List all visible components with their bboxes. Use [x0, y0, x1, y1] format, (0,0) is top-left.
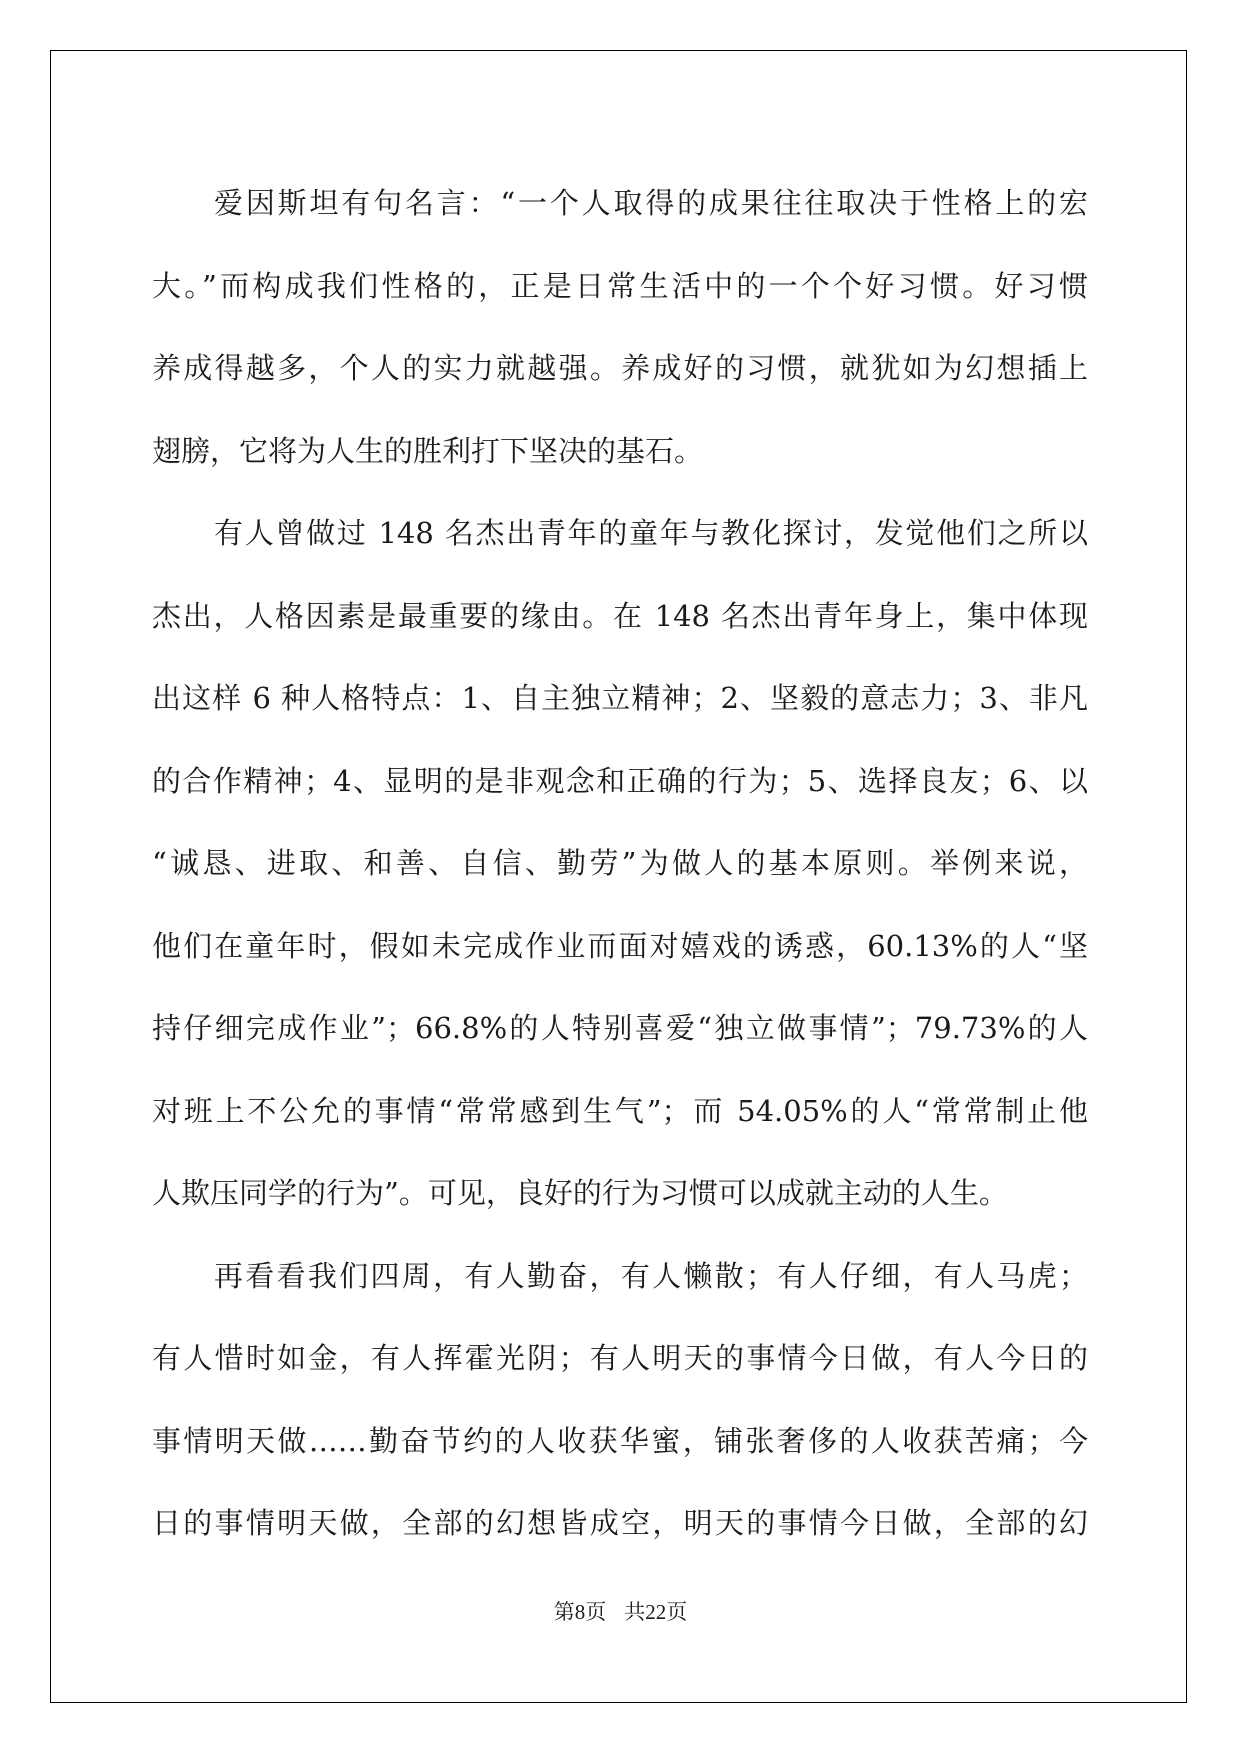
paragraph-2-line-3: 出这样 6 种人格特点：1、自主独立精神；2、坚毅的意志力；3、非凡	[152, 681, 1088, 715]
footer-page-number: 8	[574, 1600, 586, 1624]
paragraph-1-line-2: 大。”而构成我们性格的，正是日常生活中的一个个好习惯。好习惯	[152, 268, 1088, 303]
paragraph-3-line-3: 事情明天做……勤奋节约的人收获华蜜，铺张奢侈的人收获苦痛；今	[152, 1423, 1088, 1458]
footer-page-prefix: 第	[553, 1600, 575, 1624]
paragraph-1-line-1: 爱因斯坦有句名言：“一个人取得的成果往往取决于性格上的宏	[214, 186, 1088, 220]
paragraph-3-line-4: 日的事情明天做，全部的幻想皆成空，明天的事情今日做，全部的幻	[152, 1506, 1088, 1540]
footer-total-prefix: 共	[624, 1600, 646, 1624]
paragraph-2-line-6: 他们在童年时，假如未完成作业而面对嬉戏的诱惑，60.13%的人“坚	[152, 928, 1088, 963]
paragraph-2-line-9: 人欺压同学的行为”。可见，良好的行为习惯可以成就主动的人生。	[152, 1176, 1008, 1210]
paragraph-2-line-4: 的合作精神；4、显明的是非观念和正确的行为；5、选择良友；6、以	[152, 763, 1088, 798]
paragraph-1-line-4: 翅膀，它将为人生的胜利打下坚决的基石。	[152, 433, 704, 468]
paragraph-2-line-2: 杰出，人格因素是最重要的缘由。在 148 名杰出青年身上，集中体现	[152, 598, 1088, 633]
page-footer	[0, 1596, 1241, 1626]
paragraph-2-line-7: 持仔细完成作业”；66.8%的人特别喜爱“独立做事情”；79.73%的人	[152, 1011, 1088, 1045]
footer-total-pages: 22	[645, 1600, 667, 1624]
paragraph-2-line-8: 对班上不公允的事情“常常感到生气”；而 54.05%的人“常常制止他	[152, 1093, 1088, 1128]
paragraph-3-line-1: 再看看我们四周，有人勤奋，有人懒散；有人仔细，有人马虎；	[214, 1258, 1088, 1293]
document-body	[152, 162, 1088, 1565]
paragraph-3-line-2: 有人惜时如金，有人挥霍光阴；有人明天的事情今日做，有人今日的	[152, 1341, 1088, 1375]
paragraph-2-line-5: “诚恳、进取、和善、自信、勤劳”为做人的基本原则。举例来说，	[152, 846, 1088, 880]
footer-page-suffix: 页	[585, 1600, 607, 1624]
paragraph-2-line-1: 有人曾做过 148 名杰出青年的童年与教化探讨，发觉他们之所以	[214, 516, 1088, 550]
footer-total-suffix: 页	[666, 1600, 688, 1624]
paragraph-1-line-3: 养成得越多，个人的实力就越强。养成好的习惯，就犹如为幻想插上	[152, 351, 1088, 385]
